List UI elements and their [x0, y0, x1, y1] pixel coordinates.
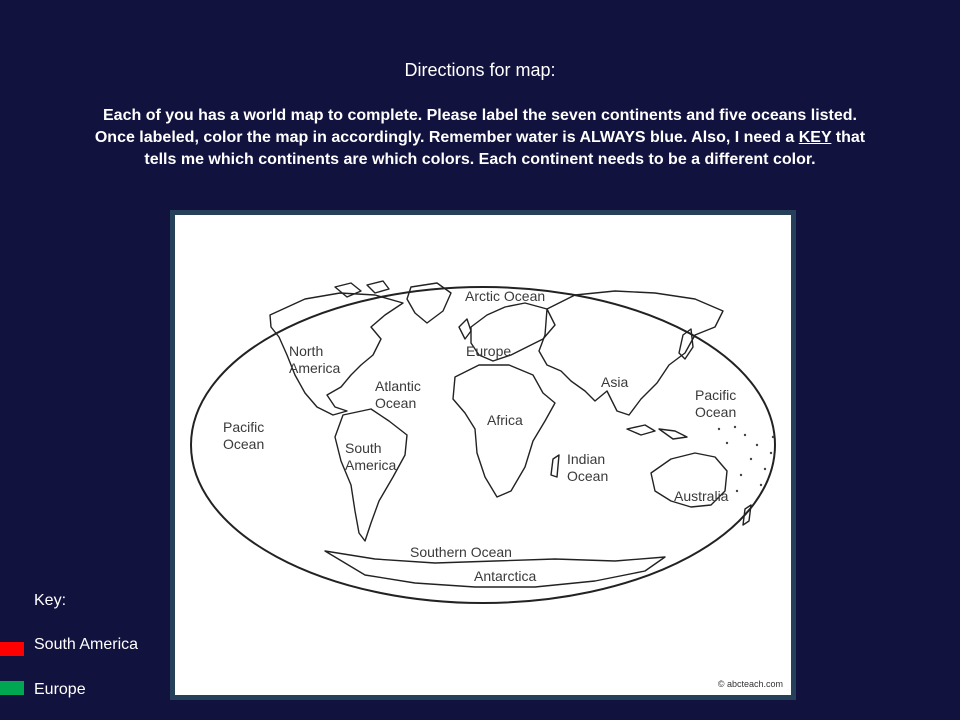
label-indian-line2: Ocean — [567, 468, 609, 484]
japan-outline — [679, 329, 693, 359]
label-pacific-east-line1: Pacific — [695, 387, 737, 403]
world-map — [175, 215, 791, 695]
label-africa: Africa — [487, 412, 523, 428]
directions-text — [88, 105, 872, 171]
key-title: Key: — [34, 592, 67, 609]
label-atlantic-line1: Atlantic — [375, 378, 421, 394]
directions-part-1: Each of you has a world map to complete. Please label the seven continents and five oceans listed. Once labeled, color the map in accordingly. Remember water is ALWAYS blue. Also, I need a — [94, 107, 857, 146]
madagascar-outline — [551, 455, 559, 477]
label-indian-ocean — [567, 451, 608, 485]
label-indian-line1: Indian — [567, 451, 606, 467]
map-credit: © abcteach.com — [717, 679, 783, 689]
label-south-america-line1: South — [345, 440, 382, 456]
label-south-america-line2: America — [345, 457, 397, 473]
key-item-europe — [0, 681, 170, 701]
africa-outline — [453, 365, 555, 497]
south-america-outline — [335, 409, 407, 541]
page-title: Directions for map: — [404, 60, 556, 80]
label-australia: Australia — [674, 488, 729, 504]
key-swatch-europe — [0, 681, 24, 695]
label-atlantic-line2: Ocean — [375, 395, 417, 411]
key-item-south-america — [0, 636, 170, 656]
label-north-america — [289, 343, 340, 377]
label-antarctica: Antarctica — [474, 568, 537, 584]
label-europe: Europe — [466, 343, 512, 359]
label-southern-ocean: Southern Ocean — [410, 544, 512, 560]
label-pacific-ocean-west — [223, 419, 264, 453]
label-pacific-west-line1: Pacific — [223, 419, 265, 435]
directions-part-2: that tells me which continents are which colors. Each continent needs to be a different color. — [144, 129, 866, 168]
label-arctic-ocean: Arctic Ocean — [465, 288, 546, 304]
britain-outline — [459, 319, 471, 339]
label-pacific-ocean-east — [695, 387, 736, 421]
label-pacific-east-line2: Ocean — [695, 404, 737, 420]
key-label-europe: Europe — [34, 681, 86, 698]
label-south-america — [345, 440, 396, 474]
map-frame — [170, 210, 796, 700]
world-map-drawing — [175, 215, 791, 695]
key-label-south-america: South America — [34, 636, 139, 653]
label-atlantic-ocean — [375, 378, 421, 412]
label-north-america-line2: America — [289, 360, 341, 376]
directions-key-word: KEY — [798, 129, 832, 146]
label-asia: Asia — [601, 374, 629, 390]
key-swatch-south-america — [0, 642, 24, 656]
label-pacific-west-line2: Ocean — [223, 436, 265, 452]
label-north-america-line1: North — [289, 343, 324, 359]
indonesia-outline — [627, 425, 687, 439]
